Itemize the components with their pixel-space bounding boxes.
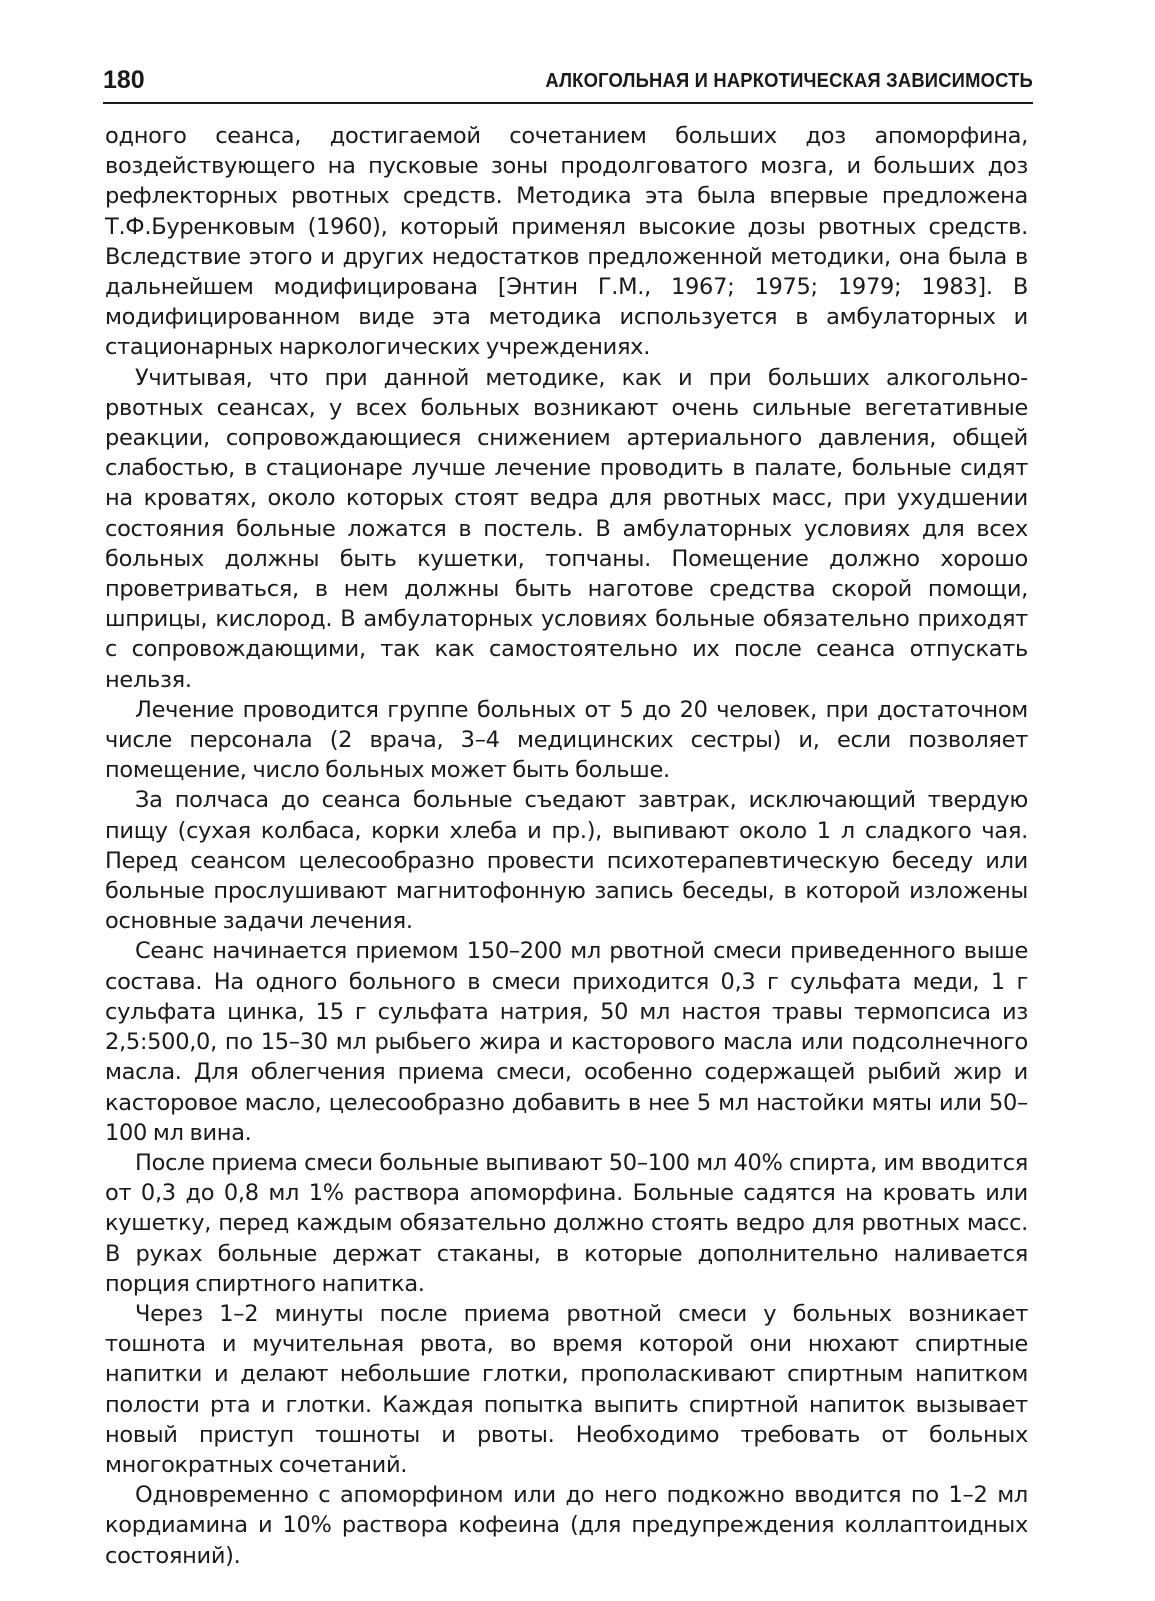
paragraph: Одновременно с апоморфином или до него подкожно вводится по 1–2 мл кордиамина и 10% раствора кофеина (для предупреждения коллаптоидных состояний). [105,1482,1028,1569]
page-number: 180 [103,66,145,94]
paragraph: За полчаса до сеанса больные съедают завтрак, исключающий твердую пищу (сухая колбаса, корки хлеба и пр.), выпивают около 1 л сладкого чая. Перед сеансом целесообразно провести психотерапевтическую беседу или больные прослушивают магнитофонную запись беседы, в которой изложены основные задачи лечения. [105,787,1028,935]
body-text [105,121,1028,1571]
paragraph: Лечение проводится группе больных от 5 до 20 человек, при достаточном числе персонала (2 врача, 3–4 медицинских сестры) и, если позволяет помещение, число больных может быть больше. [105,696,1028,784]
paragraph: одного сеанса, достигаемой сочетанием больших доз апоморфина, воздействующего на пусковые зоны продолговатого мозга, и больших доз рефлекторных рвотных средств. Методика эта была впервые предложена Т.Ф.Буренковым (1960), который применял высокие дозы рвотных средств. Вследствие этого и других недостатков предложенной методики, она была в дальнейшем модифицирована [Энтин Г.М., 1967; 1975; 1979; 1983]. В модифицированном виде эта методика используется в амбулаторных и стационарных наркологических учреждениях. [105,123,1028,361]
paragraph: Учитывая, что при данной методике, как и при больших алкогольно-рвотных сеансах, у всех больных возникают очень сильные вегетативные реакции, сопровождающиеся снижением артериального давления, общей слабостью, в стационаре лучше лечение проводить в палате, больные сидят на кроватях, около которых стоят ведра для рвотных масс, при ухудшении состояния больные ложатся в постель. В амбулаторных условиях для всех больных должны быть кушетки, топчаны. Помещение должно хорошо проветриваться, в нем должны быть наготове средства скорой помощи, шприцы, кислород. В амбулаторных условиях больные обязательно приходят с сопровождающими, так как самостоятельно их после сеанса отпускать нельзя. [105,364,1028,693]
running-title: АЛКОГОЛЬНАЯ И НАРКОТИЧЕСКАЯ ЗАВИСИМОСТЬ [545,70,1033,92]
paragraph: Через 1–2 минуты после приема рвотной смеси у больных возникает тошнота и мучительная рвота, во время которой они нюхают спиртные напитки и делают небольшие глотки, прополаскивают спиртным напитком полости рта и глотки. Каждая попытка выпить спиртной напиток вызывает новый приступ тошноты и рвоты. Необходимо требовать от больных многократных сочетаний. [105,1300,1028,1478]
paragraph: После приема смеси больные выпивают 50–100 мл 40% спирта, им вводится от 0,3 до 0,8 мл 1% раствора апоморфина. Больные садятся на кровать или кушетку, перед каждым обязательно должно стоять ведро для рвотных масс. В руках больные держат стаканы, в которые дополнительно наливается порция спиртного напитка. [105,1149,1028,1297]
page-header [103,62,1033,104]
paragraph: Сеанс начинается приемом 150–200 мл рвотной смеси приведенного выше состава. На одного больного в смеси приходится 0,3 г сульфата меди, 1 г сульфата цинка, 15 г сульфата натрия, 50 мл настоя травы термопсиса из 2,5:500,0, по 15–30 мл рыбьего жира и касторового масла или подсолнечного масла. Для облегчения приема смеси, особенно содержащей рыбий жир и касторовое масло, целесообразно добавить в нее 5 мл настойки мяты или 50–100 мл вина. [105,938,1028,1146]
